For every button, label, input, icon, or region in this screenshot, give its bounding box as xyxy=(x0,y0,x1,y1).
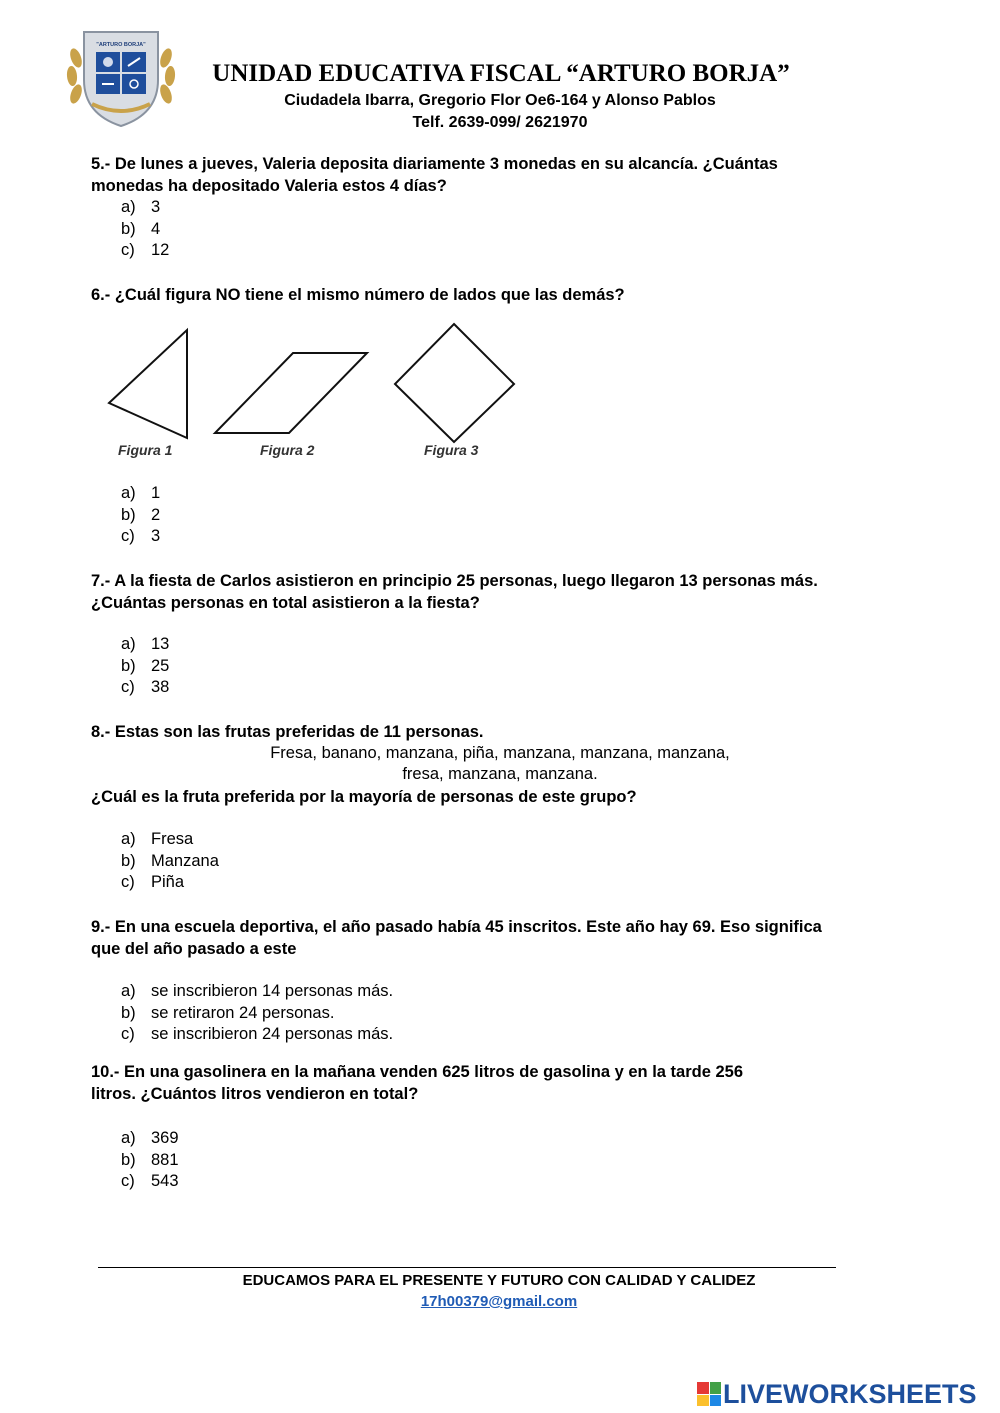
figure-3-label: Figura 3 xyxy=(424,442,479,458)
option-c[interactable]: c) 3 xyxy=(121,527,161,546)
fruits-list-line-2: fresa, manzana, manzana. xyxy=(402,765,598,783)
liveworksheets-text: LIVEWORKSHEETS xyxy=(723,1378,977,1409)
option-b[interactable]: b) 881 xyxy=(121,1150,179,1169)
footer-divider xyxy=(98,1267,836,1268)
option-a[interactable]: a) 13 xyxy=(121,635,170,653)
option-b[interactable]: b) Manzana xyxy=(121,851,219,870)
question-5-line-1: 5.- De lunes a jueves, Valeria deposita diariamente 3 monedas en su alcancía. ¿Cuántas xyxy=(91,155,778,173)
fruits-list-line-1: Fresa, banano, manzana, piña, manzana, manzana, manzana, xyxy=(270,744,730,762)
question-8-line-1: 8.- Estas son las frutas preferidas de 11 personas. xyxy=(91,723,484,741)
question-10-options xyxy=(121,1128,179,1193)
option-a[interactable]: a) 369 xyxy=(121,1129,179,1147)
question-10-line-2: litros. ¿Cuántos litros vendieron en total? xyxy=(91,1085,419,1103)
option-a[interactable]: a) se inscribieron 14 personas más. xyxy=(121,982,394,1000)
figure-3-rhombus xyxy=(395,324,514,442)
figure-2-parallelogram xyxy=(215,353,367,433)
footer-motto: EDUCAMOS PARA EL PRESENTE Y FUTURO CON CALIDAD Y CALIDEZ xyxy=(242,1272,756,1289)
question-5 xyxy=(91,153,778,197)
liveworksheets-watermark[interactable] xyxy=(697,1378,977,1410)
question-9-line-1: 9.- En una escuela deportiva, el año pasado había 45 inscritos. Este año hay 69. Eso significa xyxy=(91,918,822,936)
option-c[interactable]: c) Piña xyxy=(121,873,185,892)
option-b[interactable]: b) 25 xyxy=(121,656,170,675)
question-7-line-1: 7.- A la fiesta de Carlos asistieron en principio 25 personas, luego llegaron 13 personas más. xyxy=(91,572,818,590)
option-c[interactable]: c) 12 xyxy=(121,241,170,260)
figure-1-triangle xyxy=(109,330,187,438)
question-10-line-1: 10.- En una gasolinera en la mañana venden 625 litros de gasolina y en la tarde 256 xyxy=(91,1063,743,1081)
option-a[interactable]: a) 1 xyxy=(121,484,161,502)
question-8-line-2: ¿Cuál es la fruta preferida por la mayoría de personas de este grupo? xyxy=(91,788,637,806)
question-8-prompt xyxy=(91,786,637,808)
school-phone: Telf. 2639-099/ 2621970 xyxy=(412,114,588,131)
question-7-line-2: ¿Cuántas personas en total asistieron a la fiesta? xyxy=(91,594,480,612)
question-6 xyxy=(91,284,625,306)
question-9 xyxy=(91,916,822,960)
question-7 xyxy=(91,570,818,614)
question-5-options xyxy=(121,197,169,262)
figures-illustration xyxy=(100,318,530,468)
option-c[interactable]: c) se inscribieron 24 personas más. xyxy=(121,1025,394,1044)
logo-text: "ARTURO BORJA" xyxy=(96,42,146,48)
option-a[interactable]: a) Fresa xyxy=(121,830,194,848)
figure-2-label: Figura 2 xyxy=(260,442,315,458)
question-7-options xyxy=(121,634,169,699)
question-8-options xyxy=(121,829,219,894)
option-c[interactable]: c) 38 xyxy=(121,678,170,697)
school-address: Ciudadela Ibarra, Gregorio Flor Oe6-164 y Alonso Pablos xyxy=(284,92,716,109)
option-b[interactable]: b) 2 xyxy=(121,505,161,524)
liveworksheets-logo-icon xyxy=(697,1382,721,1406)
figure-1-label: Figura 1 xyxy=(118,442,173,458)
school-name: UNIDAD EDUCATIVA FISCAL “ARTURO BORJA” xyxy=(212,60,790,87)
question-9-line-2: que del año pasado a este xyxy=(91,940,297,958)
footer-email-link[interactable]: 17h00379@gmail.com xyxy=(420,1293,578,1310)
school-logo xyxy=(62,18,180,130)
question-10 xyxy=(91,1061,743,1105)
question-6-line-1: 6.- ¿Cuál figura NO tiene el mismo número de lados que las demás? xyxy=(91,286,625,304)
question-8 xyxy=(91,721,484,743)
question-5-line-2: monedas ha depositado Valeria estos 4 días? xyxy=(91,177,447,195)
option-b[interactable]: b) 4 xyxy=(121,219,161,238)
option-b[interactable]: b) se retiraron 24 personas. xyxy=(121,1003,335,1022)
option-c[interactable]: c) 543 xyxy=(121,1172,179,1191)
question-6-options xyxy=(121,483,160,548)
question-9-options xyxy=(121,981,393,1046)
option-a[interactable]: a) 3 xyxy=(121,198,161,216)
